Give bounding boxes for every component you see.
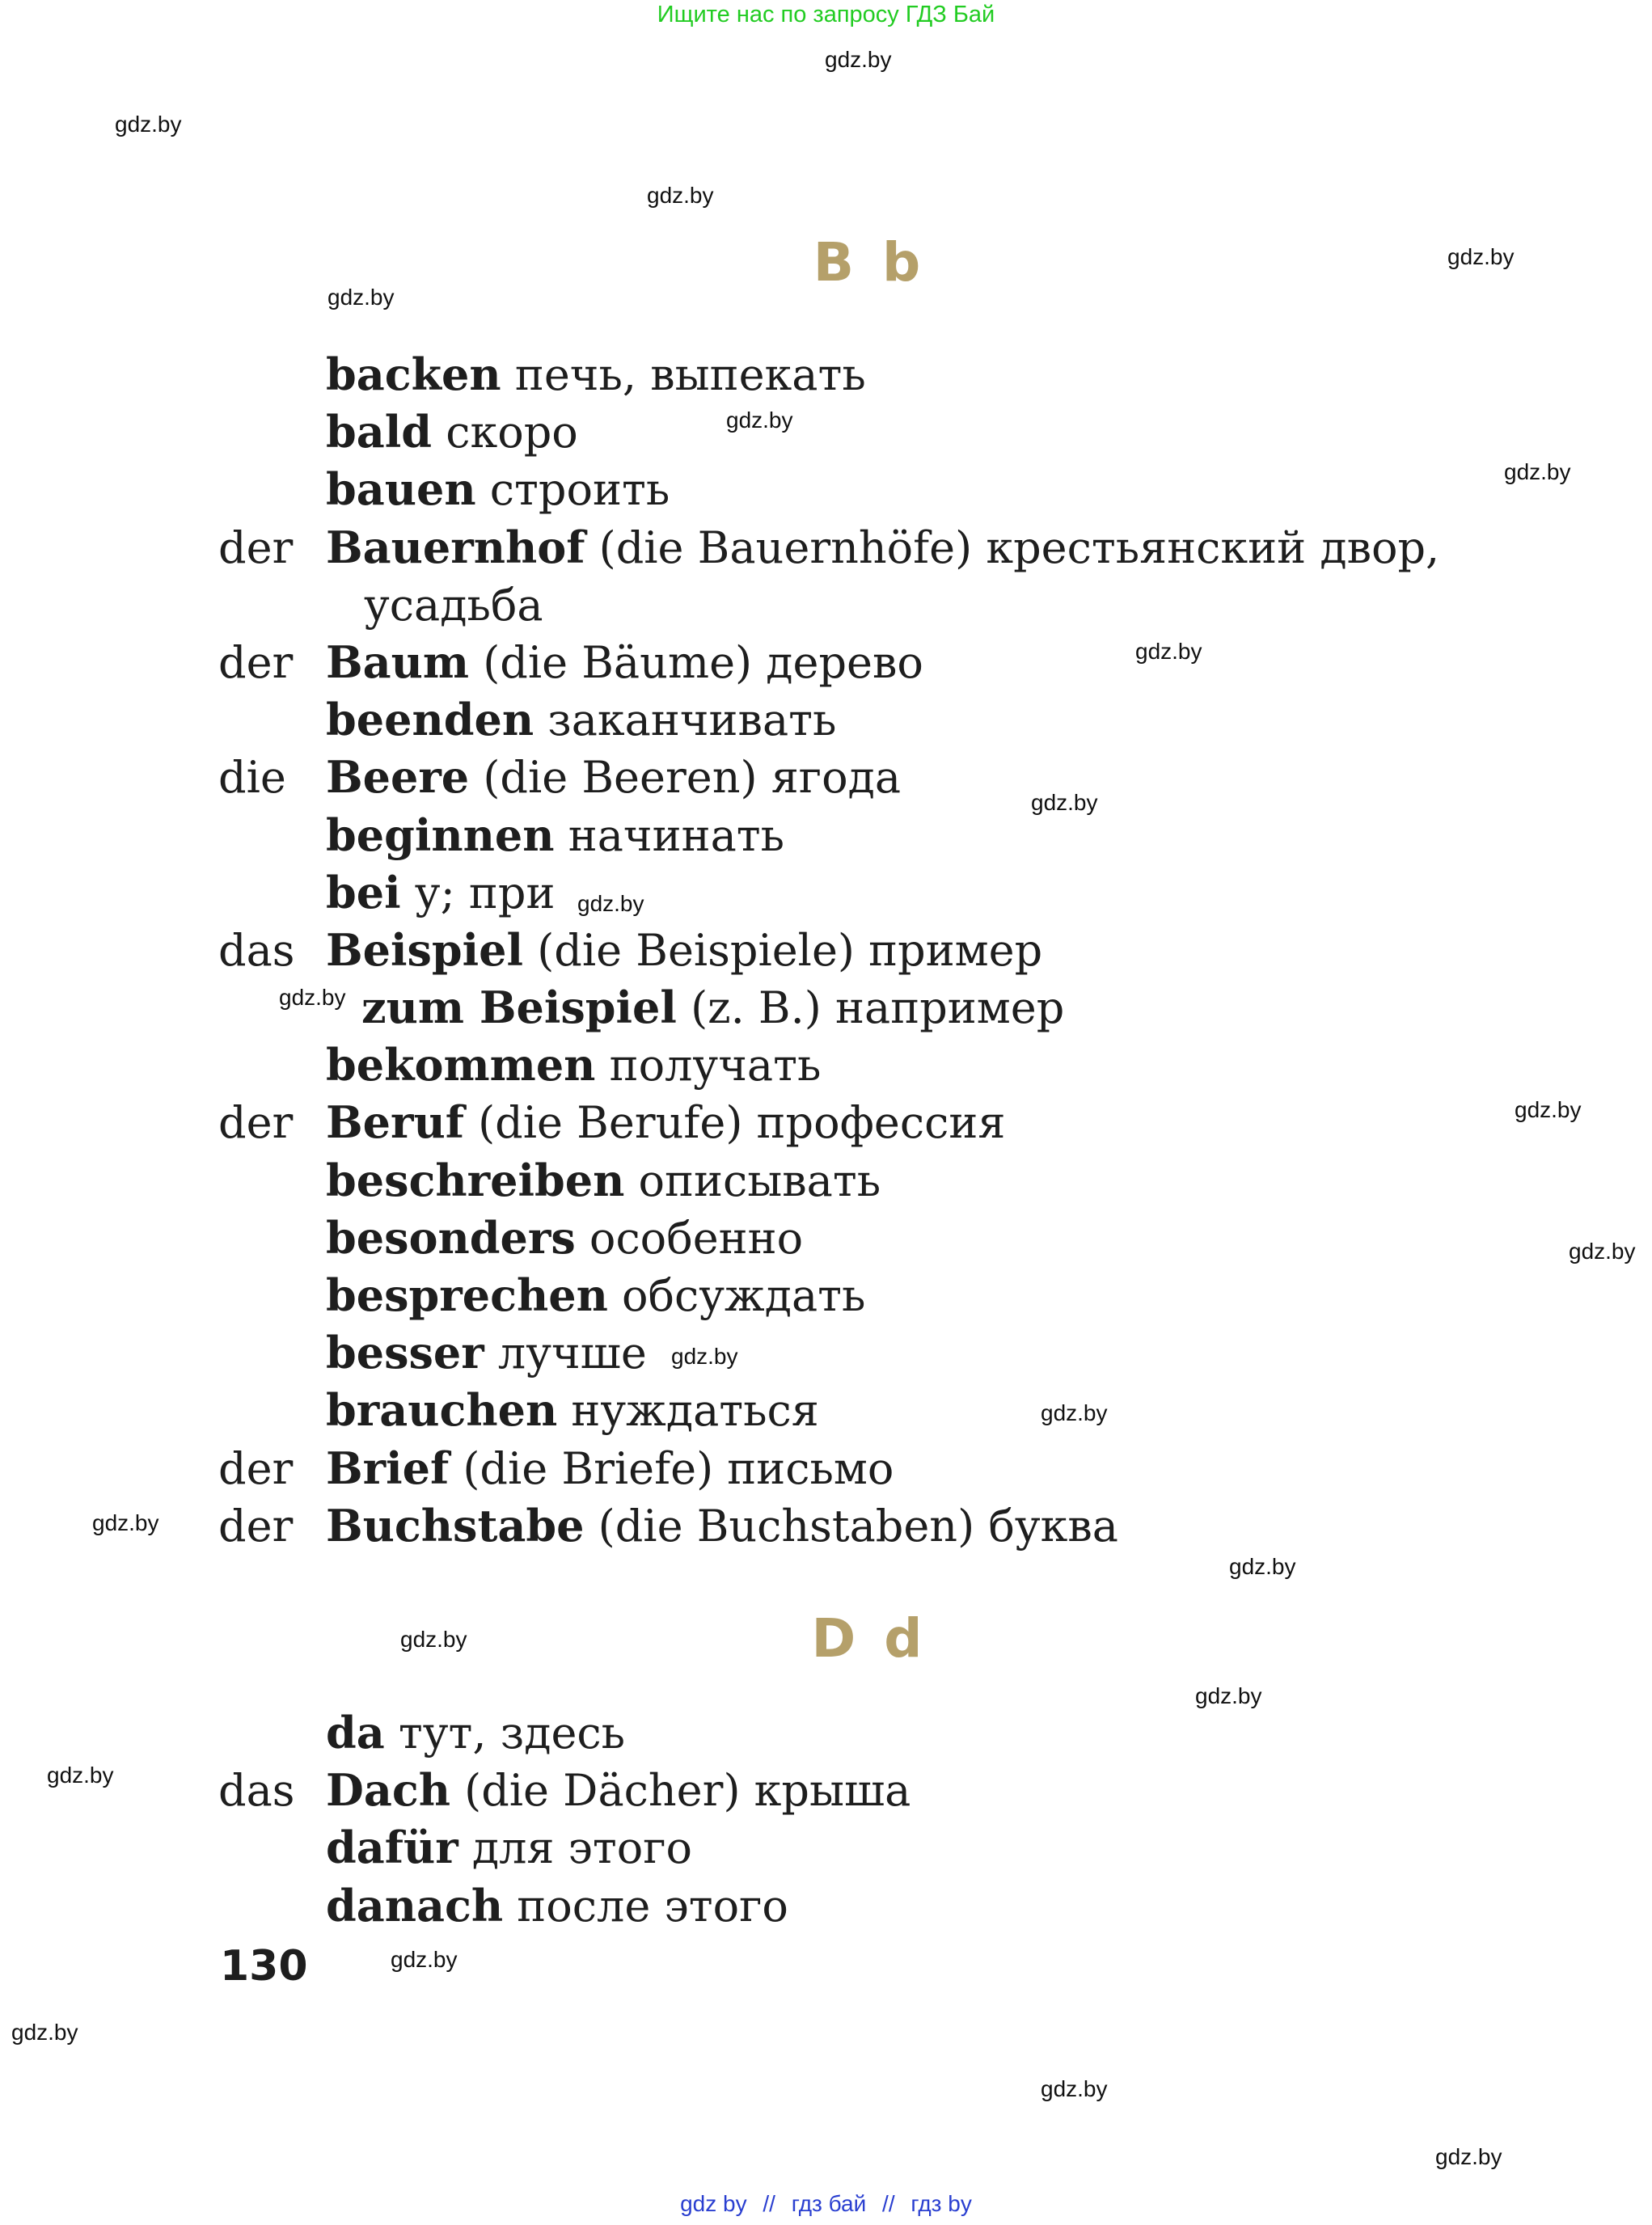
vocabulary-list-d (218, 1704, 1641, 1935)
entry-row: beenden заканчивать (326, 694, 837, 746)
watermark: gdz.by (1515, 1097, 1582, 1122)
footer-link[interactable]: гдз by (911, 2191, 972, 2216)
footer-separator: // (763, 2191, 775, 2216)
watermark: gdz.by (115, 112, 182, 137)
entry-row: der Beruf (die Berufe) профессия (218, 1096, 1006, 1149)
entry-row: bauen строить (326, 463, 670, 516)
page-number: 130 (220, 1942, 308, 1991)
watermark: gdz.by (92, 1510, 159, 1535)
entry-row: bei у; при (326, 866, 556, 918)
footer-link[interactable]: гдз бай (791, 2191, 867, 2216)
watermark: gdz.by (1041, 1400, 1108, 1425)
footer-links (0, 2191, 1652, 2217)
watermark: gdz.by (726, 407, 793, 433)
entry-row-phrase: zum Beispiel (z. B.) например (361, 982, 1065, 1034)
entry-row: besonders особенно (326, 1211, 804, 1264)
entry-row: bald скоро (326, 406, 578, 458)
entry-row: beginnen начинать (326, 809, 785, 861)
watermark: gdz.by (1229, 1554, 1296, 1579)
entry-row: besprechen обсуждать (326, 1269, 866, 1321)
entry-row: backen печь, выпекать (326, 348, 866, 400)
entry-row: die Beere (die Beeren) ягода (218, 751, 902, 804)
watermark: gdz.by (1435, 2144, 1502, 2169)
entry-row: danach после этого (326, 1879, 788, 1932)
footer-separator: // (882, 2191, 895, 2216)
entry-row: besser лучше (326, 1327, 647, 1379)
watermark: gdz.by (327, 285, 395, 310)
watermark: gdz.by (1447, 244, 1515, 269)
entry-row: beschreiben описывать (326, 1154, 881, 1206)
entry-row: brauchen нуждаться (326, 1384, 819, 1437)
entry-row: das Beispiel (die Beispiele) пример (218, 923, 1043, 976)
watermark: gdz.by (1569, 1239, 1636, 1264)
watermark: gdz.by (47, 1763, 114, 1788)
watermark: gdz.by (11, 2020, 78, 2045)
section-heading-b: B b (813, 231, 926, 293)
entry-row: das Dach (die Dächer) крыша (218, 1764, 911, 1817)
watermark: gdz.by (577, 891, 644, 916)
entry-row-continuation: усадьба (364, 579, 543, 631)
entry-row: der Baum (die Bäume) дерево (218, 635, 923, 688)
watermark: gdz.by (1135, 639, 1202, 664)
entry-row: der Brief (die Briefe) письмо (218, 1442, 894, 1494)
watermark: gdz.by (400, 1627, 467, 1652)
watermark: gdz.by (647, 183, 714, 208)
watermark: gdz.by (825, 47, 892, 72)
watermark: gdz.by (1031, 790, 1098, 815)
entry-row: dafür для этого (326, 1822, 693, 1874)
vocabulary-list-b (218, 346, 1641, 1555)
section-heading-d: D d (811, 1607, 927, 1670)
watermark: gdz.by (1195, 1683, 1262, 1708)
top-banner: Ищите нас по запросу ГДЗ Бай (657, 2, 995, 27)
watermark: gdz.by (1504, 459, 1571, 484)
footer-link[interactable]: gdz by (680, 2191, 747, 2216)
entry-row: bekommen получать (326, 1039, 822, 1091)
watermark: gdz.by (671, 1344, 738, 1369)
entry-row: da тут, здесь (326, 1707, 626, 1758)
watermark: gdz.by (1041, 2076, 1108, 2101)
watermark: gdz.by (391, 1947, 458, 1972)
entry-row: der Buchstabe (die Buchstaben) буква (218, 1499, 1118, 1552)
entry-row: der Bauernhof (die Bauernhöfe) крестьянский двор, (218, 521, 1440, 573)
watermark: gdz.by (279, 985, 346, 1010)
